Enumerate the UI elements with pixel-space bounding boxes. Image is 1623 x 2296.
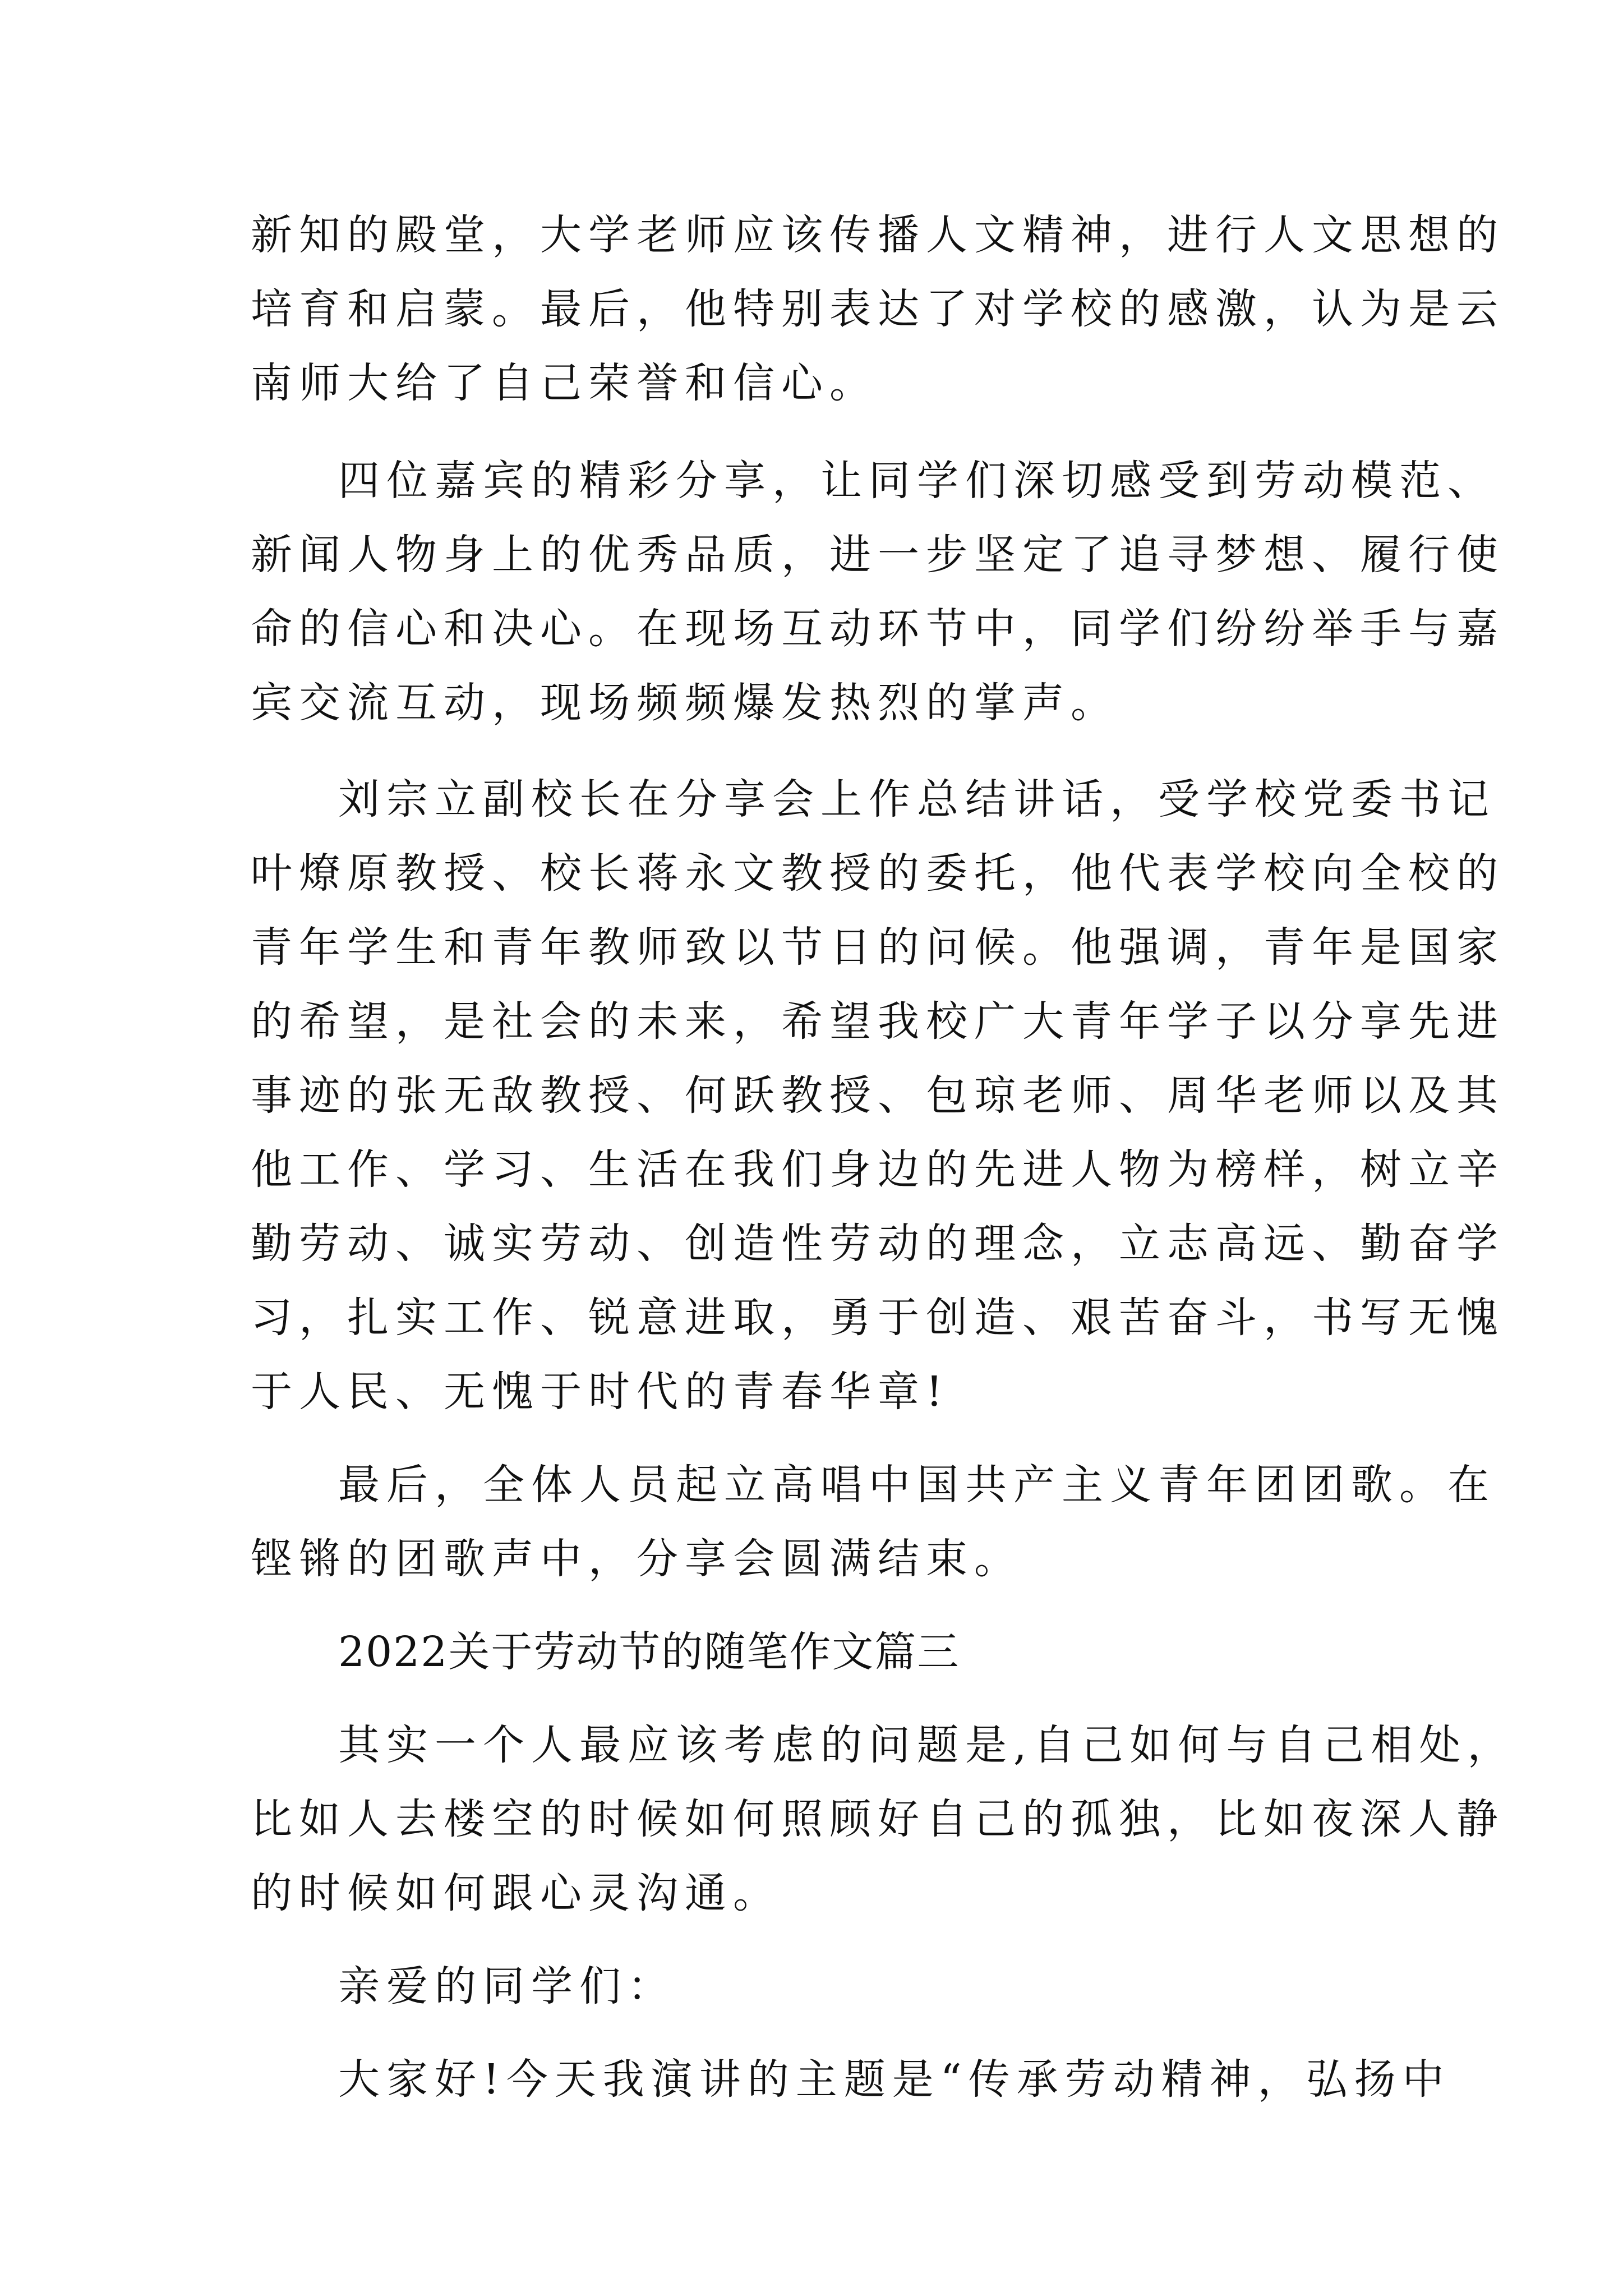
paragraph-first-line: 最后，全体人员起立高唱中国共产主义青年团团歌。在 — [338, 1461, 1496, 1509]
text-line: 新知的殿堂，大学老师应该传播人文精神，进行人文思想的 — [251, 211, 1505, 259]
text-line: 南师大给了自己荣誉和信心。 — [251, 359, 878, 407]
text-line: 事迹的张无敌教授、何跃教授、包琼老师、周华老师以及其 — [251, 1071, 1505, 1120]
text-line: 习，扎实工作、锐意进取，勇于创造、艰苦奋斗，书写无愧 — [251, 1294, 1505, 1342]
paragraph-first-line: 四位嘉宾的精彩分享，让同学们深切感受到劳动模范、 — [338, 457, 1496, 505]
text-line: 新闻人物身上的优秀品质，进一步坚定了追寻梦想、履行使 — [251, 531, 1505, 579]
text-line: 的时候如何跟心灵沟通。 — [251, 1869, 781, 1917]
paragraph-first-line: 刘宗立副校长在分享会上作总结讲话，受学校党委书记 — [338, 775, 1496, 823]
text-line: 于人民、无愧于时代的青春华章! — [251, 1368, 949, 1416]
text-line: 命的信心和决心。在现场互动环节中，同学们纷纷举手与嘉 — [251, 605, 1505, 653]
text-line: 比如人去楼空的时候如何照顾好自己的孤独，比如夜深人静 — [251, 1795, 1505, 1843]
text-line: 他工作、学习、生活在我们身边的先进人物为榜样，树立辛 — [251, 1145, 1505, 1194]
text-line: 青年学生和青年教师致以节日的问候。他强调，青年是国家 — [251, 923, 1505, 972]
salutation: 亲爱的同学们： — [338, 1962, 676, 2010]
text-line: 的希望，是社会的未来，希望我校广大青年学子以分享先进 — [251, 997, 1505, 1046]
text-line: 铿锵的团歌声中，分享会圆满结束。 — [251, 1535, 1022, 1583]
text-line: 勤劳动、诚实劳动、创造性劳动的理念，立志高远、勤奋学 — [251, 1220, 1505, 1268]
text-line: 培育和启蒙。最后，他特别表达了对学校的感激，认为是云 — [251, 285, 1505, 333]
paragraph-first-line: 其实一个人最应该考虑的问题是,自己如何与自己相处， — [338, 1721, 1516, 1769]
text-line: 宾交流互动，现场频频爆发热烈的掌声。 — [251, 679, 1119, 727]
paragraph-first-line: 大家好!今天我演讲的主题是“传承劳动精神，弘扬中 — [338, 2055, 1451, 2104]
text-line: 叶燎原教授、校长蒋永文教授的委托，他代表学校向全校的 — [251, 849, 1505, 898]
section-heading: 2022关于劳动节的随笔作文篇三 — [338, 1628, 960, 1676]
